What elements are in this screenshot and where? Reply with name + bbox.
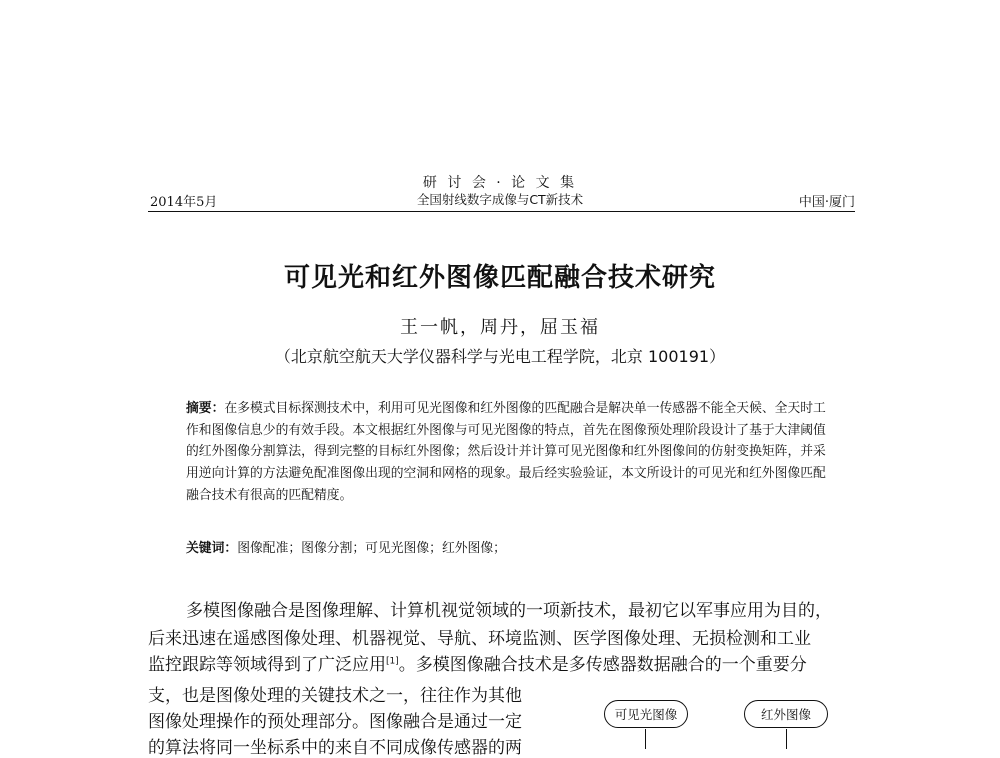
figure-connector [786,729,787,749]
header-location: 中国·厦门 [798,195,855,210]
keywords-text: 图像配准；图像分割；可见光图像；红外图像； [237,541,506,556]
figure-node-visible-image: 可见光图像 [604,700,688,728]
body-text: 。多模图像融合技术是多传感器数据融合的一个重要分 [398,655,807,675]
body-line: 后来迅速在遥感图像处理、机器视觉、导航、环境监测、医学图像处理、无损检测和工业 [148,629,811,649]
body-text: 监控跟踪等领域得到了广泛应用 [148,655,386,675]
keywords [186,537,506,556]
body-line: 的算法将同一坐标系中的来自不同成像传感器的两 [148,738,522,758]
header-rule [148,211,855,212]
body-line: 图像处理操作的预处理部分。图像融合是通过一定 [148,712,522,732]
keywords-label: 关键词： [186,541,238,556]
abstract-label: 摘要： [186,401,225,416]
proceedings-title: 全国射线数字成像与CT新技术 [416,192,584,207]
abstract-text: 在多模式目标探测技术中，利用可见光图像和红外图像的匹配融合是解决单一传感器不能全天候、全天时工作和图像信息少的有效手段。本文根据红外图像与可见光图像的特点，首先在图像预处理阶段设计了基于大津阈值的红外图像分割算法，得到完整的目标红外图像；然后设计并计算可见光图像和红外图像间的仿射变换矩阵，并采用逆向计算的方法避免配准图像出现的空洞和网格的现象。最后经实验验证，本文所设计的可见光和红外图像匹配融合技术有很高的匹配精度。 [186,401,826,503]
paper-affiliation: （北京航空航天大学仪器科学与光电工程学院，北京 100191） [274,347,726,366]
figure-connector [645,729,646,749]
citation-ref: [1] [386,656,399,667]
body-line: 多模图像融合是图像理解、计算机视觉领域的一项新技术，最初它以军事应用为目的， [186,601,832,621]
abstract [186,398,826,507]
header-date: 2014年5月 [150,195,218,210]
conference-title: 研 讨 会 · 论 文 集 [422,175,578,191]
paper-title: 可见光和红外图像匹配融合技术研究 [283,263,716,293]
paper-authors: 王一帆，周丹，屈玉福 [400,317,600,338]
body-line [148,650,807,675]
figure-node-infrared-image: 红外图像 [744,700,828,728]
body-line: 支，也是图像处理的关键技术之一，往往作为其他 [148,686,522,706]
